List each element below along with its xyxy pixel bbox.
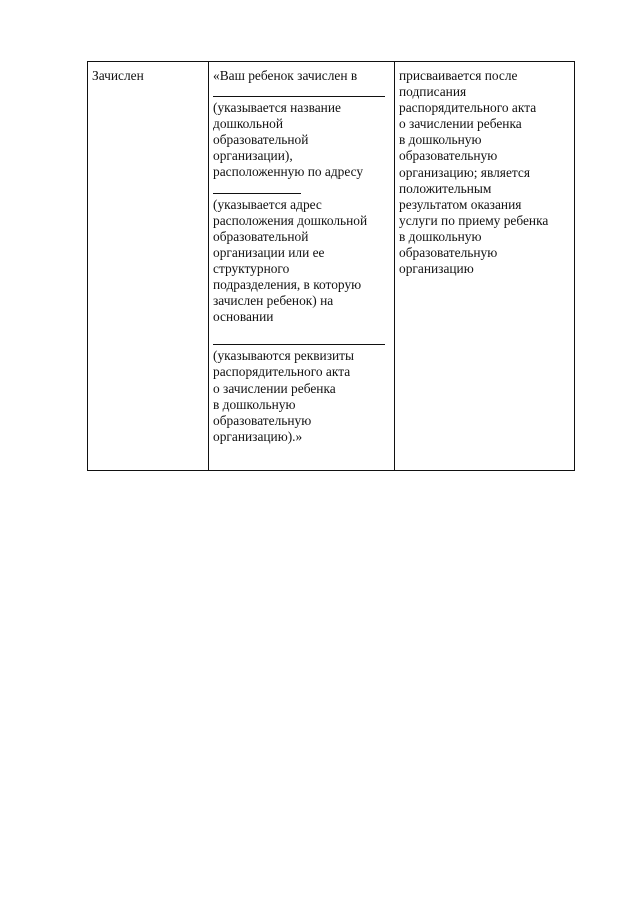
act-details-hint: (указываются реквизиты распорядительного акта о зачислении ребенка в дошкольную образовательную организацию).»	[213, 348, 355, 444]
message-cell	[209, 62, 395, 471]
status-description: присваивается после подписания распорядительного акта о зачислении ребенка в дошкольную образовательную организацию; является положительным результатом оказания услуги по приему ребенка в дошкольную образовательную организацию	[399, 68, 549, 277]
status-cell	[88, 62, 209, 471]
org-name-blank-line	[213, 84, 385, 97]
status-table	[87, 61, 575, 471]
org-name-hint: (указывается название дошкольной образовательной организации), расположенную по адресу	[213, 100, 364, 180]
address-hint: (указывается адрес расположения дошкольной образовательной организации или ее структурного подразделения, в которую зачислен ребенок) на основании	[213, 196, 368, 325]
act-details-blank-line	[213, 332, 385, 345]
description-cell	[395, 62, 575, 471]
status-label: Зачислен	[92, 68, 144, 83]
table-row	[88, 62, 575, 471]
address-blank-line	[213, 181, 301, 194]
message-opening: «Ваш ребенок зачислен в	[213, 68, 358, 83]
